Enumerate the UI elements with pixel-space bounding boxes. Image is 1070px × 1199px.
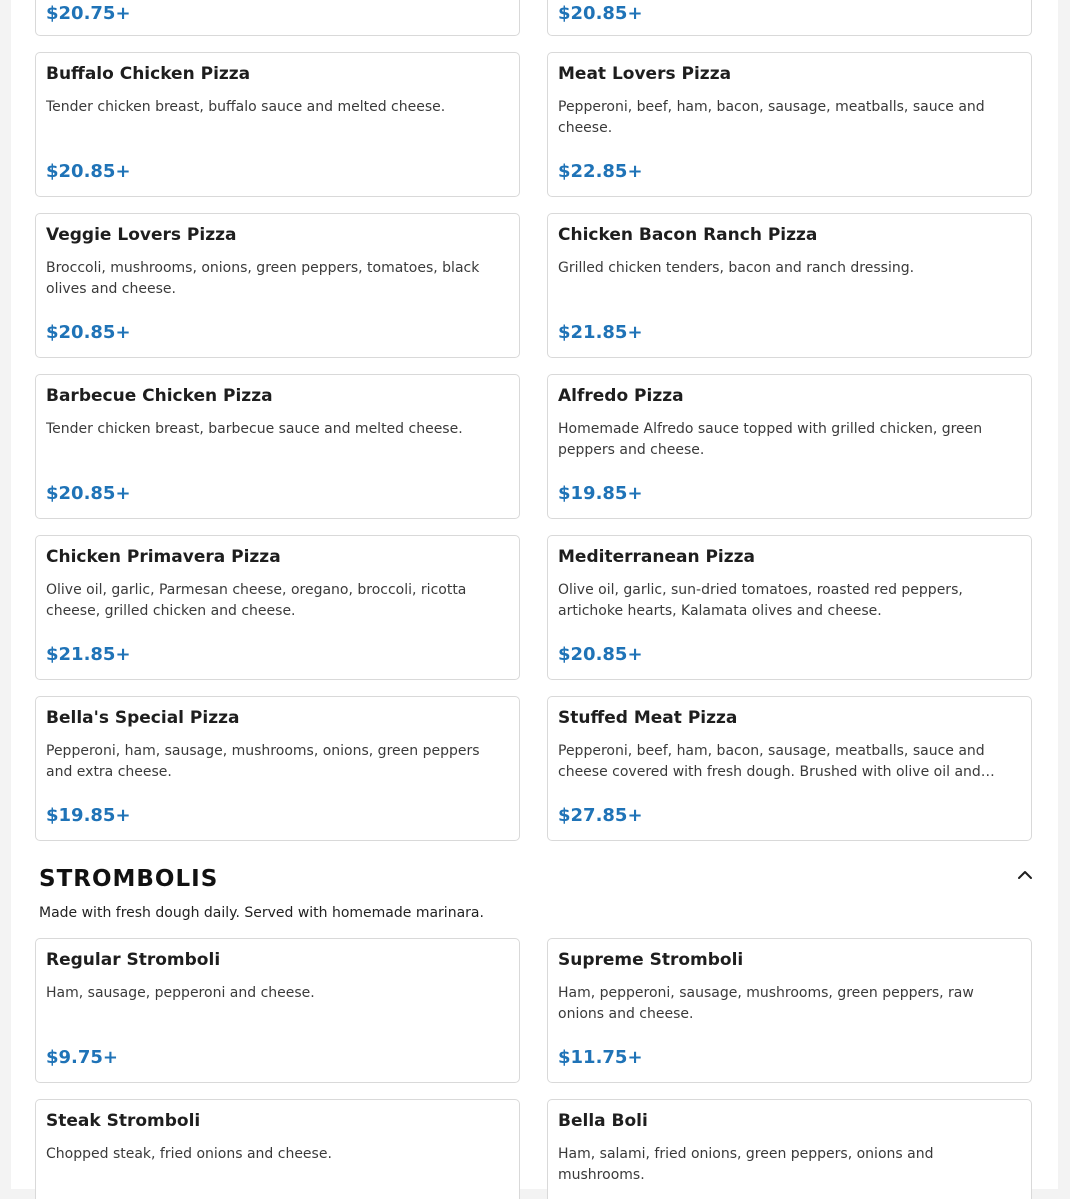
menu-item-card[interactable]	[547, 696, 1032, 841]
item-description: Pepperoni, beef, ham, bacon, sausage, meatballs, sauce and cheese covered with fresh dough. Brushed with olive oil and…	[558, 743, 995, 780]
menu-item-card[interactable]	[547, 535, 1032, 680]
chevron-up-icon[interactable]	[1015, 865, 1035, 885]
menu-item-card[interactable]	[547, 213, 1032, 358]
item-price: $21.85+	[46, 644, 131, 665]
item-name: Supreme Stromboli	[558, 950, 744, 970]
section-title: STROMBOLIS	[39, 866, 219, 892]
item-description: Ham, salami, fried onions, green peppers, onions and mushrooms.	[558, 1146, 934, 1183]
item-price: $19.85+	[558, 483, 643, 504]
menu-item-card[interactable]	[547, 52, 1032, 197]
item-name: Mediterranean Pizza	[558, 547, 756, 567]
menu-item-card[interactable]	[547, 374, 1032, 519]
item-description: Chopped steak, fried onions and cheese.	[46, 1146, 332, 1162]
menu-item-card[interactable]	[547, 938, 1032, 1083]
item-name: Steak Stromboli	[46, 1111, 201, 1131]
item-description: Olive oil, garlic, sun-dried tomatoes, roasted red peppers, artichoke hearts, Kalamata olives and cheese.	[558, 582, 963, 619]
item-price: $20.85+	[46, 322, 131, 343]
item-name: Bella Boli	[558, 1111, 648, 1131]
item-price: $9.75+	[46, 1047, 119, 1068]
menu-item-card[interactable]	[35, 213, 520, 358]
item-description: Ham, sausage, pepperoni and cheese.	[46, 985, 315, 1001]
menu-item-card[interactable]	[35, 1099, 520, 1199]
item-description: Homemade Alfredo sauce topped with grilled chicken, green peppers and cheese.	[558, 421, 983, 458]
item-description: Pepperoni, ham, sausage, mushrooms, onions, green peppers and extra cheese.	[46, 743, 480, 780]
menu-item-card[interactable]	[35, 696, 520, 841]
item-price: $20.75+	[46, 3, 131, 24]
item-name: Stuffed Meat Pizza	[558, 708, 738, 728]
menu-item-card[interactable]	[35, 938, 520, 1083]
item-name: Regular Stromboli	[46, 950, 221, 970]
item-price: $20.85+	[46, 161, 131, 182]
menu-item-card[interactable]	[35, 374, 520, 519]
item-description: Grilled chicken tenders, bacon and ranch dressing.	[558, 260, 915, 276]
item-price: $19.85+	[46, 805, 131, 826]
item-price: $22.85+	[558, 161, 643, 182]
item-name: Chicken Bacon Ranch Pizza	[558, 225, 818, 245]
item-price: $27.85+	[558, 805, 643, 826]
item-price: $21.85+	[558, 322, 643, 343]
item-name: Chicken Primavera Pizza	[46, 547, 281, 567]
item-price: $20.85+	[46, 483, 131, 504]
item-description: Tender chicken breast, buffalo sauce and melted cheese.	[46, 99, 446, 115]
item-price: $11.75+	[558, 1047, 643, 1068]
menu-page	[11, 0, 1058, 1189]
item-price: $20.85+	[558, 644, 643, 665]
item-description: Olive oil, garlic, Parmesan cheese, oregano, broccoli, ricotta cheese, grilled chicken and cheese.	[46, 582, 467, 619]
item-description: Ham, pepperoni, sausage, mushrooms, green peppers, raw onions and cheese.	[558, 985, 974, 1022]
menu-item-card[interactable]	[547, 1099, 1032, 1199]
menu-item-card[interactable]	[35, 535, 520, 680]
menu-item-card[interactable]	[35, 52, 520, 197]
menu-item-card[interactable]	[35, 0, 520, 36]
item-description: Pepperoni, beef, ham, bacon, sausage, meatballs, sauce and cheese.	[558, 99, 985, 136]
item-description: Broccoli, mushrooms, onions, green peppers, tomatoes, black olives and cheese.	[46, 260, 480, 297]
item-price: $20.85+	[558, 3, 643, 24]
menu-item-card[interactable]	[547, 0, 1032, 36]
item-name: Meat Lovers Pizza	[558, 64, 732, 84]
item-name: Bella's Special Pizza	[46, 708, 240, 728]
item-name: Veggie Lovers Pizza	[46, 225, 237, 245]
item-name: Buffalo Chicken Pizza	[46, 64, 251, 84]
item-description: Tender chicken breast, barbecue sauce and melted cheese.	[46, 421, 463, 437]
item-name: Alfredo Pizza	[558, 386, 684, 406]
section-subtitle: Made with fresh dough daily. Served with homemade marinara.	[39, 905, 484, 921]
item-name: Barbecue Chicken Pizza	[46, 386, 273, 406]
